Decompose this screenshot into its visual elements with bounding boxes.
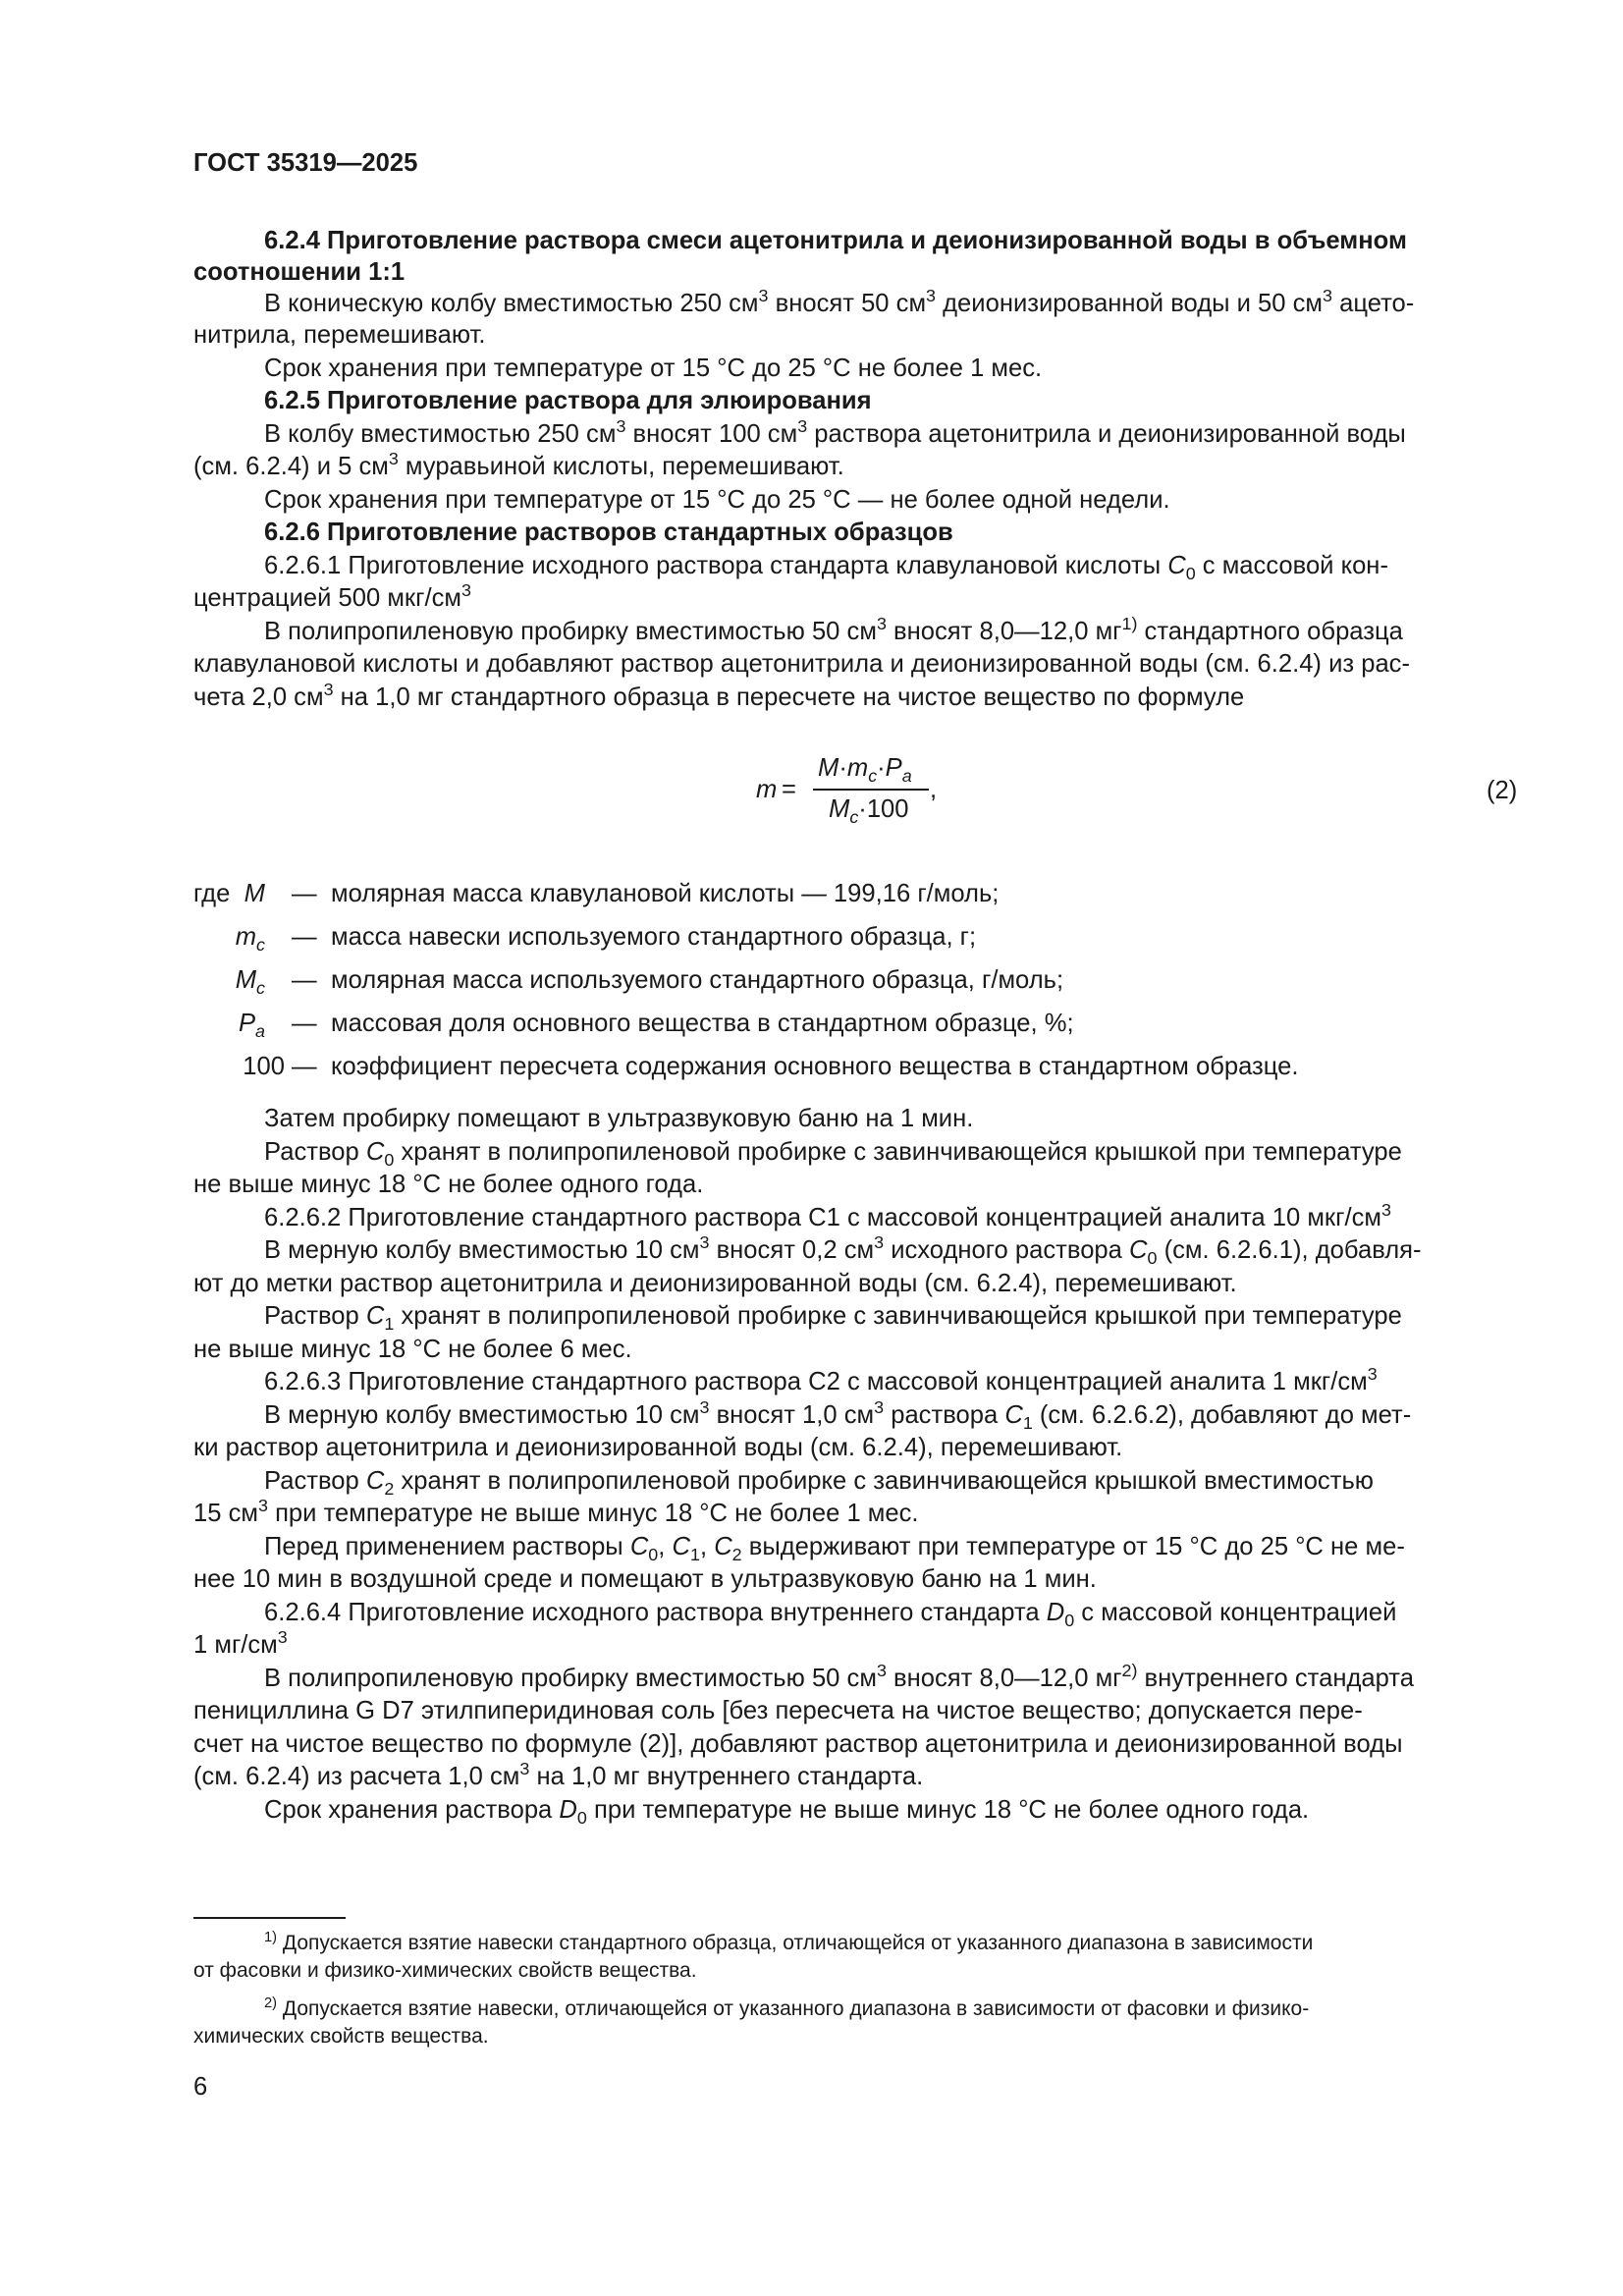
section-6-2-4-title-line2: соотношении 1:1: [193, 258, 406, 286]
footnote-1-line1: $^{1)}$ Допускается взятие навески стандартного образца, отличающейся от указанного диапазона в зависимости: [264, 1929, 1314, 1954]
text-line: (см. 6.2.4) и 5 $см^3$ муравьиной кислоты, перемешивают.: [193, 449, 844, 480]
text-line: Раствор $C_2$ хранят в полипропиленовой пробирке с завинчивающейся крышкой вместимостью: [264, 1467, 1374, 1500]
section-6-2-6-2: 6.2.6.2 Приготовление стандартного раствора С1 с массовой концентрацией аналита 10 мкг/$см^3$: [264, 1200, 1391, 1231]
text-line: Раствор $C_0$ хранят в полипропиленовой пробирке с завинчивающейся крышкой при температуре: [264, 1138, 1402, 1171]
text-line: В полипропиленовую пробирку вместимостью 50 $см^3$ вносят 8,0—12,0 $мг^{2)}$ внутреннего стандарта: [264, 1661, 1414, 1692]
text-line: центрацией 500 мкг/$см^3$: [193, 580, 471, 612]
formula-numerator: $M\cdot m_c\cdot P_a$: [818, 754, 912, 787]
text-line: ют до метки раствор ацетонитрила и деионизированной воды (см. 6.2.4), перемешивают.: [193, 1270, 1237, 1297]
definitions-where: где: [193, 880, 231, 907]
formula-number: (2): [1487, 777, 1518, 804]
text-line: В колбу вместимостью 250 $см^3$ вносят 100 $см^3$ раствора ацетонитрила и деионизированной воды: [264, 416, 1406, 448]
document-header: ГОСТ 35319—2025: [193, 149, 418, 177]
formula-denominator: $M_c\cdot 100$: [829, 795, 909, 828]
page-number: 6: [193, 2073, 208, 2101]
document-page: ГОСТ 35319—2025 6.2.4 Приготовление раствора смеси ацетонитрила и деионизированной воды в объемном соотношении 1:1 В коническую колбу вместимостью 250 $см^3$ вносят 50 $см^3$ деионизированной воды и 50 $см^3$ ацето- нитрила, перемешивают. Срок хранения при температуре от 15 °С до 25 °С не более 1 мес. 6.2.5 Приготовление раствора для элюирования В колбу вместимостью 250 $см^3$ вносят 100 $см^3$ раствора ацетонитрила и деионизированной воды (см. 6.2.4) и 5 $см^3$ муравьиной кислоты, перемешивают. Срок хранения при температуре от 15 °С до 25 °С — не более одной недели. 6.2.6 Приготовление растворов стандартных образцов 6.2.6.1 Приготовление исходного раствора стандарта клавулановой кислоты $C_0$ с массовой кон- центрацией 500 мкг/$см^3$ В полипропиленовую пробирку вместимостью 50 $см^3$ вносят 8,0—12,0 $мг^{1)}$ стандартного образца клавулановой кислоты и добавляют раствор ацетонитрила и деионизированной воды (см. 6.2.4) из рас- чета 2,0 $см^3$ на 1,0 мг стандартного образца в пересчете на чистое вещество по формуле m = $M\cdot m_c\cdot P_a$ $M_c\cdot 100$ , (2) где M — молярная масса клавулановой кислоты — 199,16 г/моль; $m_c$ — масса навески используемого стандартного образца, г; $M_c$ — молярная масса используемого стандартного образца, г/моль; $P_a$ — массовая доля основного вещества в стандартном образце, %; 100 — коэффициент пересчета содержания основного вещества в стандартном образце. Затем пробирку помещают в ультразвуковую баню на 1 мин. Раствор $C_0$ хранят в полипропиленовой пробирке с завинчивающейся крышкой при температуре не выше минус 18 °С не более одного года. 6.2.6.2 Приготовление стандартного раствора С1 с массовой концентрацией аналита 10 мкг/$см^3$ В мерную колбу вместимостью 10 $см^3$ вносят 0,2 $см^3$ исходного раствора $C_0$ (см. 6.2.6.1), добавля- ют до метки раствор ацетонитрила и деионизированной воды (см. 6.2.4), перемешивают. Раствор $C_1$ хранят в полипропиленовой пробирке с завинчивающейся крышкой при температуре не выше минус 18 °С не более 6 мес. 6.2.6.3 Приготовление стандартного раствора С2 с массовой концентрацией аналита 1 мкг/$см^3$ В мерную колбу вместимостью 10 $см^3$ вносят 1,0 $см^3$ раствора $C_1$ (см. 6.2.6.2), добавляют до мет- ки раствор ацетонитрила и деионизированной воды (см. 6.2.4), перемешивают. Раствор $C_2$ хранят в полипропиленовой пробирке с завинчивающейся крышкой вместимостью 15 $см^3$ при температуре не выше минус 18 °С не более 1 мес. Перед применением растворы $C_0$, $C_1$, $C_2$ выдерживают при температуре от 15 °С до 25 °С не ме- нее 10 мин в воздушной среде и помещают в ультразвуковую баню на 1 мин. 6.2.6.4 Приготовление исходного раствора внутреннего стандарта $D_0$ с массовой концентрацией 1 $мг/см^3$ В полипропиленовую пробирку вместимостью 50 $см^3$ вносят 8,0—12,0 $мг^{2)}$ внутреннего стандарта пенициллина G D7 этилпиперидиновая соль [без пересчета на чистое вещество; допускается пере- счет на чистое вещество по формуле (2)], добавляют раствор ацетонитрила и деионизированной воды (см. 6.2.4) из расчета 1,0 $см^3$ на 1,0 мг внутреннего стандарта. Срок хранения раствора $D_0$ при температуре не выше минус 18 °С не более одного года. $^{1)}$ Допускается взятие навески стандартного образца, отличающейся от указанного диапазона в зависимости от фасовки и физико-химических свойств вещества. $^{2)}$ Допускается взятие навески, отличающейся от указанного диапазона в зависимости от фасовки и физико- химических свойств вещества. 6: [193, 149, 1518, 2101]
footnote-1-line2: от фасовки и физико-химических свойств вещества.: [193, 1959, 697, 1982]
section-6-2-6-title: 6.2.6 Приготовление растворов стандартных образцов: [264, 519, 953, 546]
text-line: Раствор $C_1$ хранят в полипропиленовой пробирке с завинчивающейся крышкой при температуре: [264, 1302, 1402, 1335]
text-line: нее 10 мин в воздушной среде и помещают в ультразвуковую баню на 1 мин.: [193, 1565, 1097, 1593]
section-6-2-5-title: 6.2.5 Приготовление раствора для элюирования: [264, 387, 872, 414]
text-line: Срок хранения при температуре от 15 °С до 25 °С не более 1 мес.: [264, 355, 1043, 382]
text-line: Срок хранения раствора $D_0$ при температуре не выше минус 18 °С не более одного года.: [264, 1796, 1310, 1829]
text-line: (см. 6.2.4) из расчета 1,0 $см^3$ на 1,0 мг внутреннего стандарта.: [193, 1759, 924, 1790]
section-6-2-6-3: 6.2.6.3 Приготовление стандартного раствора С2 с массовой концентрацией аналита 1 мкг/$см^3$: [264, 1364, 1378, 1395]
text-line: Срок хранения при температуре от 15 °С до 25 °С — не более одной недели.: [264, 486, 1170, 514]
text-line: Затем пробирку помещают в ультразвуковую баню на 1 мин.: [264, 1105, 974, 1132]
text-line: 6.2.6.1 Приготовление исходного раствора стандарта клавулановой кислоты $C_0$ с массовой кон-: [264, 552, 1388, 584]
text-line: чета 2,0 $см^3$ на 1,0 мг стандартного образца в пересчете на чистое вещество по формуле: [193, 680, 1245, 711]
text-line: клавулановой кислоты и добавляют раствор ацетонитрила и деионизированной воды (см. 6.2.4) из рас-: [193, 650, 1410, 678]
text-line: 1 $мг/см^3$: [193, 1627, 288, 1659]
footnote-separator: [193, 1917, 346, 1919]
text-line: 15 $см^3$ при температуре не выше минус 18 °С не более 1 мес.: [193, 1496, 919, 1527]
formula-equals: =: [782, 776, 796, 803]
text-line: не выше минус 18 °С не более 6 мес.: [193, 1336, 632, 1363]
text-line: В мерную колбу вместимостью 10 $см^3$ вносят 0,2 $см^3$ исходного раствора $C_0$ (см. 6.2.6.1), добавля-: [264, 1232, 1422, 1269]
text-line: пенициллина G D7 этилпиперидиновая соль [без пересчета на чистое вещество; допускается пере-: [193, 1697, 1363, 1724]
text-line: ки раствор ацетонитрила и деионизированной воды (см. 6.2.4), перемешивают.: [193, 1434, 1123, 1461]
fraction-bar: [813, 789, 929, 791]
text-line: Перед применением растворы $C_0$, $C_1$, $C_2$ выдерживают при температуре от 15 °С до 25 °С не ме-: [264, 1533, 1405, 1565]
footnote-2-line2: химических свойств вещества.: [193, 2025, 489, 2048]
text-line: В мерную колбу вместимостью 10 $см^3$ вносят 1,0 $см^3$ раствора $C_1$ (см. 6.2.6.2), добавляют до мет-: [264, 1397, 1412, 1434]
section-6-2-6-4: 6.2.6.4 Приготовление исходного раствора внутреннего стандарта $D_0$ с массовой концентрацией: [264, 1599, 1397, 1631]
footnote-2-line1: $^{2)}$ Допускается взятие навески, отличающейся от указанного диапазона в зависимости от фасовки и физико-: [264, 1995, 1310, 2020]
text-line: нитрила, перемешивают.: [193, 321, 486, 349]
text-line: В коническую колбу вместимостью 250 $см^3$ вносят 50 $см^3$ деионизированной воды и 50 $см^3$ ацето-: [264, 286, 1415, 317]
text-line: счет на чистое вещество по формуле (2)], добавляют раствор ацетонитрила и деионизированной воды: [193, 1730, 1403, 1758]
formula-comma: ,: [930, 776, 938, 803]
text-line: не выше минус 18 °С не более одного года.: [193, 1171, 704, 1198]
formula-lhs: m: [756, 776, 778, 803]
text-line: В полипропиленовую пробирку вместимостью 50 $см^3$ вносят 8,0—12,0 $мг^{1)}$ стандартного образца: [264, 614, 1403, 645]
section-6-2-4-title-line1: 6.2.4 Приготовление раствора смеси ацетонитрила и деионизированной воды в объемном: [264, 227, 1407, 254]
